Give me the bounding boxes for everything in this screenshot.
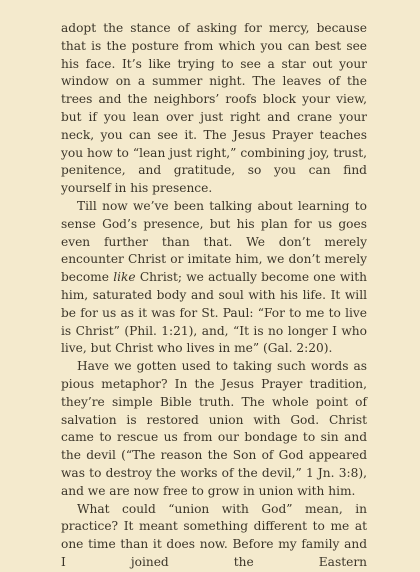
paragraph-2-text-a: Till now we’ve been talking about learning to sense God’s presence, but his plan for us goes even further than that. We don’t merely encounter Christ or imitate him, we don’t merely become [61,198,367,285]
paragraph-4 [61,501,367,572]
paragraph-3-text: Have we gotten used to taking such words as pious metaphor? In the Jesus Prayer tradition, they’re simple Bible truth. The whole point of salvation is restored union with God. Christ came to rescue us from our bondage to sin and the devil (“The reason the Son of God appeared was to destroy the works of the devil,” 1 Jn. 3:8), and we are now free to grow in union with him. [61,359,367,498]
paragraph-1-text: adopt the stance of asking for mercy, because that is the posture from which you can best see his face. It’s like trying to see a star out your window on a summer night. The leaves of the trees and the neighbors’ roofs block your view, but if you lean over just right and crane your neck, you can see it. The Jesus Prayer teaches you how to “lean just right,” combining joy, trust, penitence, and gratitude, so you can find yourself in his presence. [61,21,367,196]
paragraph-4-text: What could “union with God” mean, in practice? It meant something different to me at one time than it does now. Before my family and I joined the Eastern [61,501,367,569]
paragraph-1 [61,20,367,198]
paragraph-2-text-b: Christ; we actually become one with him, saturated body and soul with his life. It will be for us as it was for St. Paul: “For to me to live is Christ” (Phil. 1:21), and, “It is no longer I who live, but Christ who lives in me” (Gal. 2:20). [61,270,367,356]
paragraph-3 [61,358,367,500]
paragraph-2-italic-like: like [113,270,136,285]
paragraph-2 [61,198,367,358]
